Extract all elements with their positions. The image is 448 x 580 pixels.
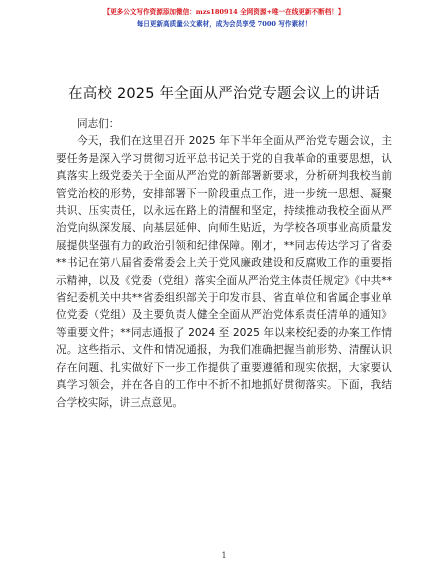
greeting: 同志们： xyxy=(77,118,120,130)
promo-banner-line-2: 每日更新高质量公文素材，成为会员享受 7000 写作素材！ xyxy=(136,20,312,28)
document-title: 在高校 2025 年全面从严治党专题会议上的讲话 xyxy=(68,86,380,102)
body-paragraph: 今天，我们在这里召开 2025 年下半年全面从严治党专题会议，主要任务是深入学习贯彻习近平总书记关于党的自我革命的重要思想，认真落实上级党委关于全面从严治党的新部署新要求，分析研判我校当前管党治校的形势，安排部署下一阶段重点工作，进一步统一思想、凝聚共识、压实责任，以永远在路上的清醒和坚定，持续推动我校全面从严治党向纵深发展、向基层延伸、向师生贴近，为学校各项事业高质量发展提供坚强有力的政治引领和纪律保障。刚才，**同志传达学习了省委**书记在第八届省委常委会上关于党风廉政建设和反腐败工作的重要指示精神，以及《党委（党组）落实全面从严治党主体责任规定》《中共**省纪委机关中共**省委组织部关于印发市县、省直单位和省属企事业单位党委（党组）及主要负责人健全全面从严治党体系责任清单的通知》等重要文件；**同志通报了 2024 至 2025 年以来校纪委的办案工作情况。这些指示、文件和情况通报，为我们准确把握当前形势、清醒认识存在问题、扎实做好下一步工作提供了重要遵循和现实依据，大家要认真学习领会，并在各自的工作中不折不扣地抓好贯彻落实。下面，我结合学校实际，讲三点意见。 xyxy=(56,135,392,409)
document-body xyxy=(56,116,392,412)
page-number: 1 xyxy=(221,551,227,560)
promo-banner-line-1: 【更多公文写作资源添加微信：mzs180914 全网资源+唯一在线更新不断档！】 xyxy=(103,8,345,16)
